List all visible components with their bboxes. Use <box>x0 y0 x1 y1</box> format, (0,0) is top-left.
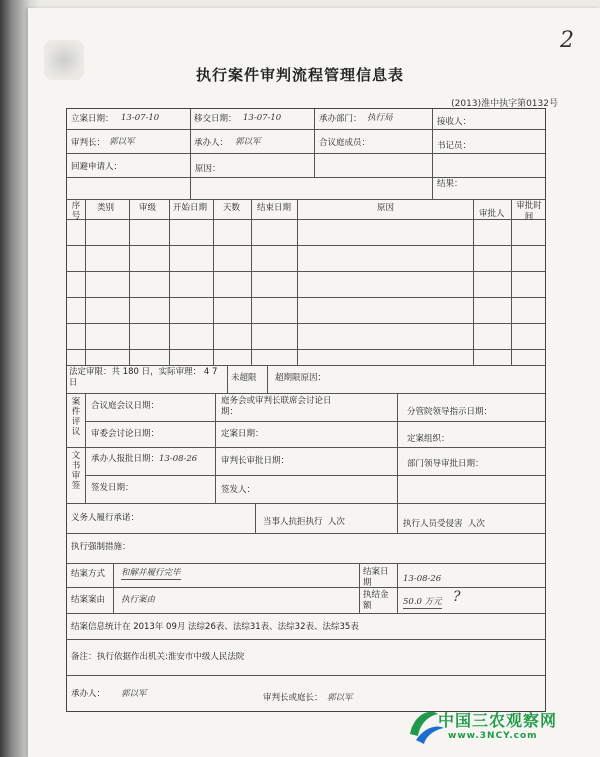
handler-label: 承办人： <box>194 138 229 148</box>
issuer-label: 签发人： <box>221 485 256 495</box>
close-method-label: 结案方式 <box>71 569 106 579</box>
dept-label: 承办部门： <box>319 114 362 124</box>
amount-value: 50.0 万元 <box>403 597 442 607</box>
promise-label: 义务人履行承诺： <box>71 513 140 523</box>
collegial-date-label: 合议庭会议日期： <box>91 401 160 411</box>
col-header-start-date: 开始日期 <box>173 203 208 213</box>
issue-date-label: 签发日期： <box>91 483 134 493</box>
watermark-url: www.3NCY.com <box>448 731 538 741</box>
footer-chief-value: 郭以军 <box>327 693 353 703</box>
chief-value: 郭以军 <box>109 137 135 147</box>
panel-label: 合议庭成员： <box>319 138 371 148</box>
filing-date-value: 13-07-10 <box>121 113 160 123</box>
col-header-days: 天数 <box>223 203 241 213</box>
col-header-no: 序号 <box>71 201 81 221</box>
discussion-section-label: 案件评议 <box>71 397 81 437</box>
footer-handler-label: 承办人： <box>71 689 106 699</box>
col-header-end-date: 结束日期 <box>257 203 292 213</box>
not-exceeded-label: 未超限 <box>231 373 257 383</box>
transfer-date-value: 13-07-10 <box>243 113 282 123</box>
watermark-site-name: 中国三农观察网 <box>438 711 558 730</box>
decision-org-label: 定案组织： <box>407 434 450 444</box>
remarks-label: 备注： <box>71 652 97 662</box>
overdue-reason-label: 超期限原因： <box>275 373 327 383</box>
info-form <box>66 108 546 712</box>
handler-report-value: 13-08-26 <box>159 454 198 464</box>
remarks-text: 执行依据作出机关:淮安市中级人民法院 <box>97 652 245 662</box>
committee-date-label: 审委会讨论日期： <box>91 429 160 439</box>
col-header-approve-time: 审批时间 <box>516 201 542 222</box>
col-header-approver: 审批人 <box>479 209 505 219</box>
decision-date-label: 定案日期： <box>221 429 264 439</box>
measures-label: 执行强制措施： <box>71 542 131 552</box>
handler-report-label: 承办人报批日期： <box>91 454 160 464</box>
amount-question-mark: ? <box>453 589 461 605</box>
receiver-label: 接收人： <box>437 117 472 127</box>
resist-label: 当事人抗拒执行 人次 <box>263 517 345 527</box>
col-header-level: 审级 <box>139 203 157 213</box>
dept-leader-approval-label: 部门领导审批日期： <box>407 459 484 469</box>
footer-handler-value: 郭以军 <box>121 689 147 699</box>
close-cause-label: 结案案由 <box>71 595 106 605</box>
meeting-date-label: 庭务会或审判长联席会讨论日期： <box>221 396 332 417</box>
amount-label: 执结金额 <box>363 590 389 611</box>
handler-value: 郭以军 <box>235 137 261 147</box>
stats-text: 结案信息统计在 2013年 09月 法综26表、法综31表、法综32表、法综35表 <box>71 622 359 632</box>
chief-approval-label: 审判长审批日期： <box>221 456 290 466</box>
statutory-deadline: 法定审限：共 180 日，实际审理： 4 7 日 <box>69 367 218 388</box>
review-section-label: 文书审签 <box>71 451 81 491</box>
infringed-label: 执行人员受侵害 人次 <box>403 519 485 529</box>
filing-date-label: 立案日期： <box>71 114 114 124</box>
transfer-date-label: 移交日期： <box>194 114 237 124</box>
leader-instruction-label: 分管院领导指示日期： <box>407 407 493 417</box>
close-date-label: 结案日期 <box>363 567 389 588</box>
chief-label: 审判长： <box>71 138 106 148</box>
recuse-label: 回避申请人： <box>71 162 123 172</box>
close-date-value: 13-08-26 <box>403 574 442 584</box>
handwritten-page-number: 2 <box>560 28 574 53</box>
reason-label: 原因： <box>195 164 221 174</box>
col-header-category: 类别 <box>97 203 115 213</box>
col-header-reason: 原因 <box>377 203 395 213</box>
dept-value: 执行局 <box>367 113 393 123</box>
case-number: (2013)淮中执字第0132号 <box>451 99 558 109</box>
footer-chief-label: 审判长或庭长： <box>263 693 323 703</box>
result-label: 结果： <box>437 179 463 189</box>
clerk-label: 书记员： <box>437 141 472 151</box>
close-method-value: 和解并履行完毕 <box>121 568 181 578</box>
close-cause-value: 执行案由 <box>121 595 156 605</box>
form-title: 执行案件审判流程管理信息表 <box>195 66 404 84</box>
